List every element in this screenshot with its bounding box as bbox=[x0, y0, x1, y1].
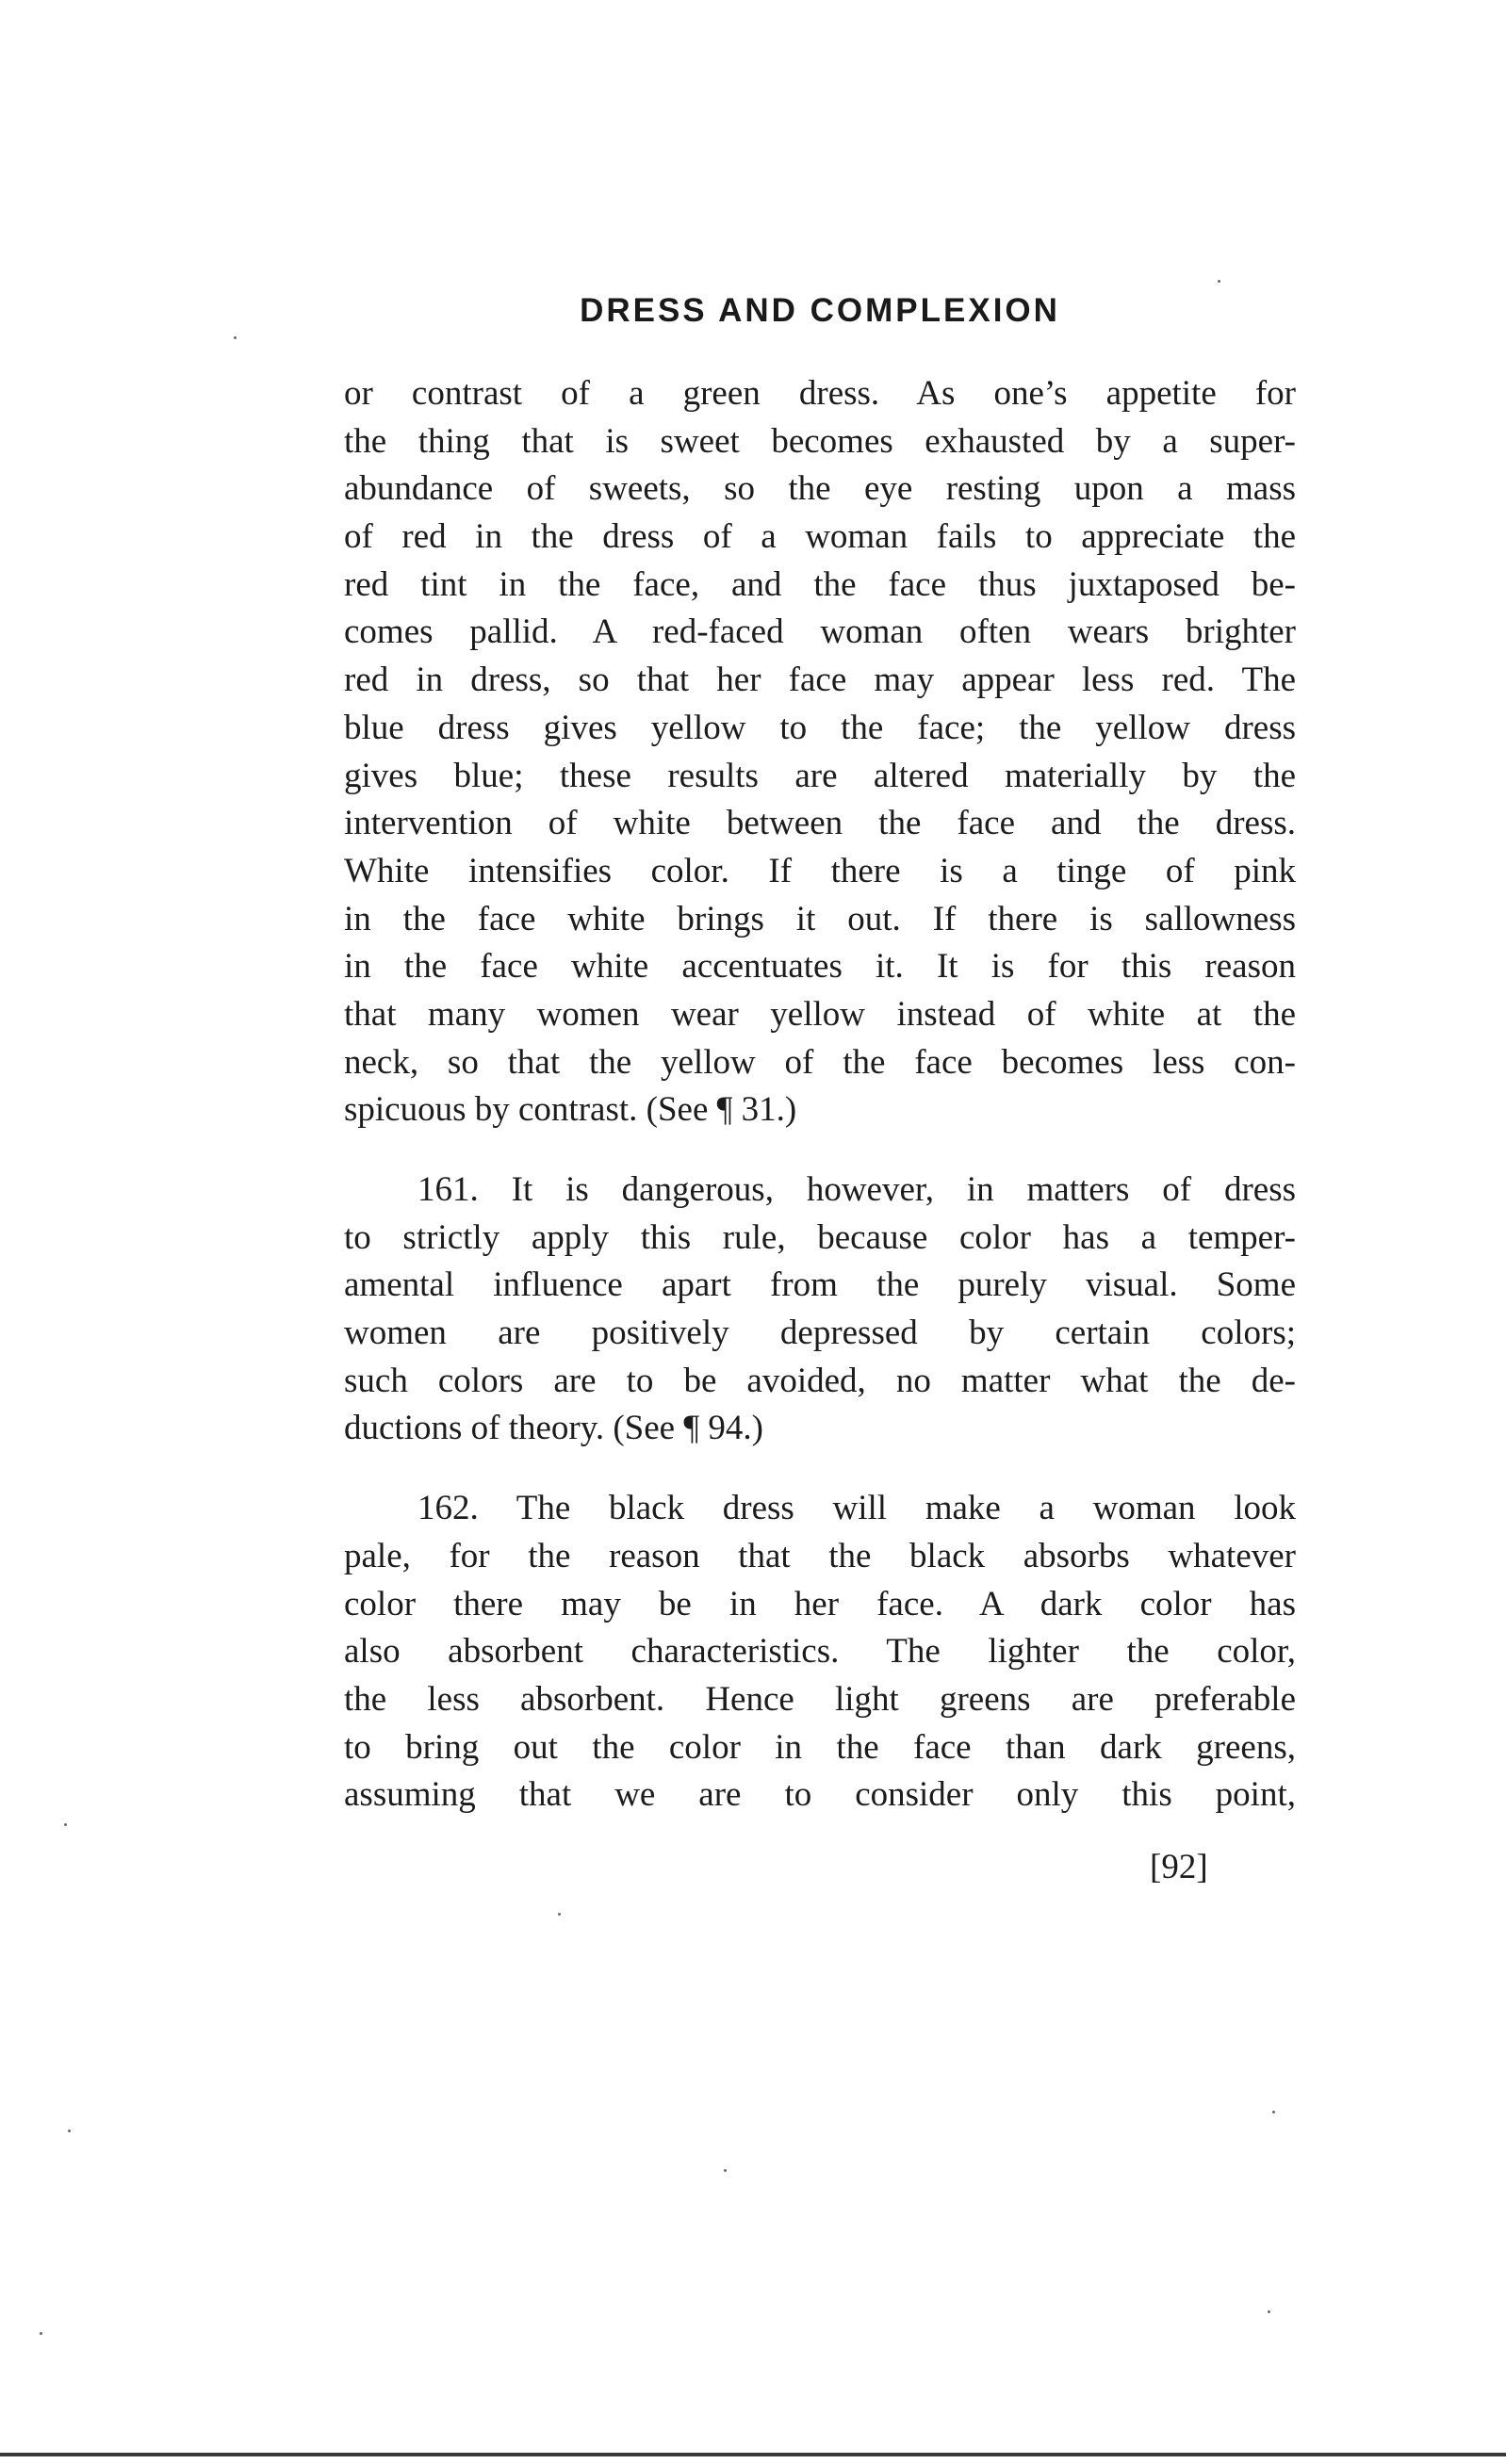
scan-speck bbox=[40, 2332, 42, 2335]
scan-speck bbox=[1268, 2310, 1270, 2313]
scan-speck bbox=[64, 1823, 67, 1826]
text-line: of red in the dress of a woman fails to appreciate the bbox=[344, 517, 1296, 557]
text-line: amental influence apart from the purely visual. Some bbox=[344, 1265, 1296, 1305]
scan-speck bbox=[1272, 2111, 1275, 2113]
text-line: in the face white brings it out. If there is sallowness bbox=[344, 899, 1296, 938]
text-line: comes pallid. A red-faced woman often wears brighter bbox=[344, 612, 1296, 652]
scan-speck bbox=[68, 2129, 71, 2132]
paragraph bbox=[344, 370, 1296, 1134]
text-line: also absorbent characteristics. The lighter the color, bbox=[344, 1632, 1296, 1672]
scan-speck bbox=[234, 336, 237, 339]
text-line: such colors are to be avoided, no matter what the de- bbox=[344, 1361, 1296, 1400]
text-line: ductions of theory. (See ¶ 94.) bbox=[344, 1409, 763, 1448]
paragraph-161 bbox=[344, 1167, 1296, 1453]
paragraph-162 bbox=[344, 1485, 1296, 1819]
text-line: 161. It is dangerous, however, in matters of dress bbox=[417, 1170, 1296, 1209]
scan-edge-rule bbox=[0, 2453, 1506, 2456]
scan-speck bbox=[558, 1913, 561, 1916]
text-line: abundance of sweets, so the eye resting upon a mass bbox=[344, 469, 1296, 509]
text-line: 162. The black dress will make a woman look bbox=[417, 1489, 1296, 1528]
scan-speck bbox=[1218, 280, 1220, 283]
text-line: intervention of white between the face and the dress. bbox=[344, 804, 1296, 843]
scan-speck bbox=[724, 2169, 727, 2172]
page-number: [92] bbox=[1150, 1848, 1208, 1886]
text-line: red in dress, so that her face may appear less red. The bbox=[344, 661, 1296, 700]
text-line: blue dress gives yellow to the face; the yellow dress bbox=[344, 708, 1296, 747]
text-line: red tint in the face, and the face thus juxtaposed be- bbox=[344, 564, 1296, 604]
text-line: to bring out the color in the face than dark greens, bbox=[344, 1727, 1296, 1767]
text-line: pale, for the reason that the black absorbs whatever bbox=[344, 1536, 1296, 1575]
text-line: or contrast of a green dress. As one’s appetite for bbox=[344, 374, 1296, 413]
body-text bbox=[344, 370, 1296, 1819]
text-line: spicuous by contrast. (See ¶ 31.) bbox=[344, 1090, 797, 1130]
text-line: in the face white accentuates it. It is for this reason bbox=[344, 947, 1296, 987]
text-line: that many women wear yellow instead of white at the bbox=[344, 994, 1296, 1034]
text-line: women are positively depressed by certain colors; bbox=[344, 1314, 1296, 1353]
text-line: to strictly apply this rule, because color has a temper- bbox=[344, 1217, 1296, 1257]
text-line: assuming that we are to consider only this point, bbox=[344, 1775, 1296, 1815]
text-line: neck, so that the yellow of the face becomes less con- bbox=[344, 1042, 1296, 1082]
text-line: White intensifies color. If there is a tinge of pink bbox=[344, 851, 1296, 890]
text-line: the less absorbent. Hence light greens are preferable bbox=[344, 1679, 1296, 1719]
paragraph-gap bbox=[344, 1453, 1296, 1485]
running-head: DRESS AND COMPLEXION bbox=[580, 292, 1060, 329]
paragraph-gap bbox=[344, 1134, 1296, 1167]
text-line: gives blue; these results are altered materially by the bbox=[344, 756, 1296, 795]
text-line: color there may be in her face. A dark color has bbox=[344, 1584, 1296, 1624]
text-line: the thing that is sweet becomes exhausted by a super- bbox=[344, 421, 1296, 461]
